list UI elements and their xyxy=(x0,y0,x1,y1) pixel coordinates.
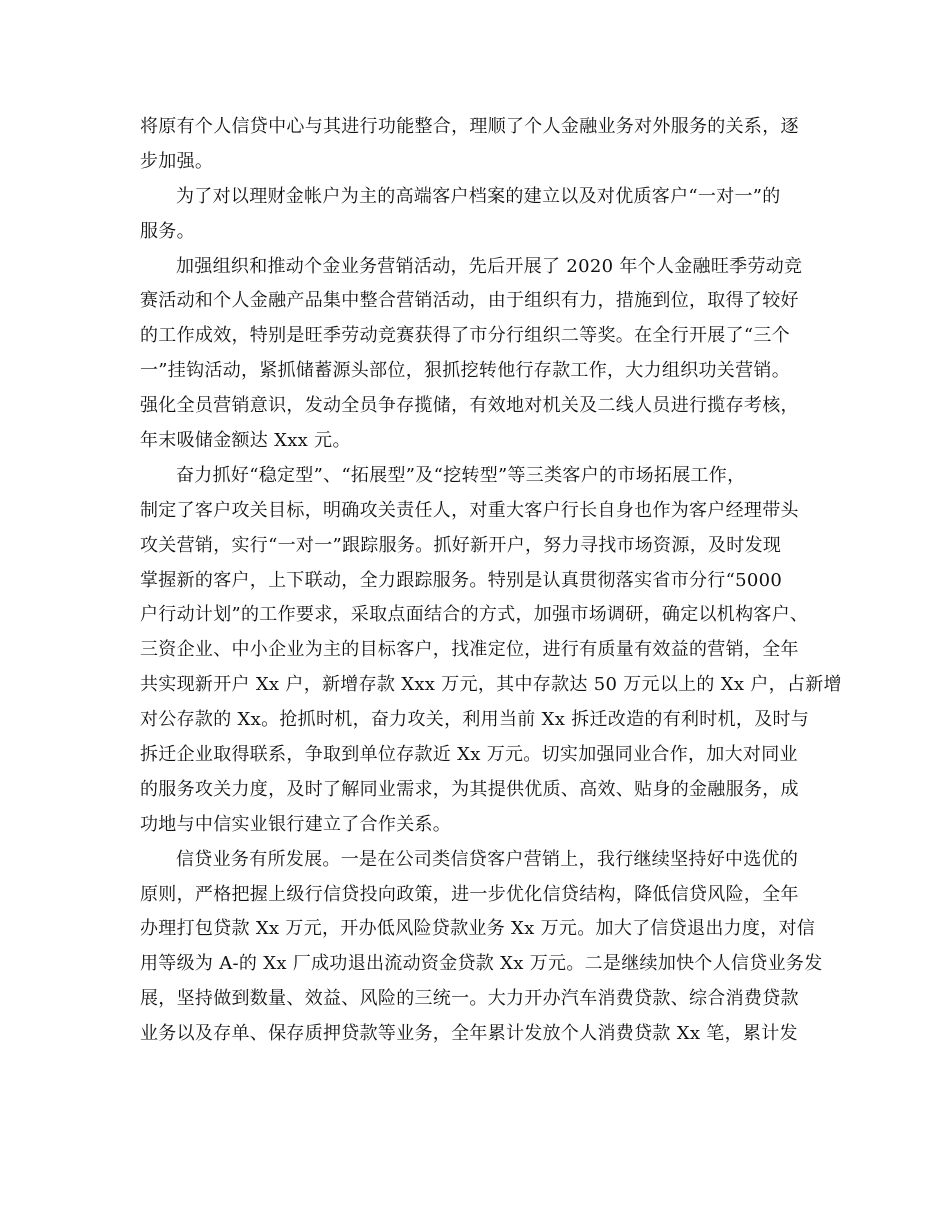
text-line: 用等级为 A-的 Xx 厂成功退出流动资金贷款 Xx 万元。二是继续加快个人信贷业务发 xyxy=(140,953,823,975)
text-line: 赛活动和个人金融产品集中整合营销活动，由于组织有力，措施到位，取得了较好 xyxy=(140,290,799,312)
text-line: 共实现新开户 Xx 户，新增存款 Xxx 万元，其中存款达 50 万元以上的 Xx 户，占新增 xyxy=(140,674,842,696)
paragraph xyxy=(140,459,842,843)
text-line: 办理打包贷款 Xx 万元，开办低风险贷款业务 Xx 万元。加大了信贷退出力度，对信 xyxy=(140,918,816,940)
text-line: 服务。 xyxy=(140,220,195,242)
text-line: 一”挂钩活动，紧抓储蓄源头部位，狠抓挖转他行存款工作，大力组织功关营销。 xyxy=(140,360,790,382)
text-line: 的工作成效，特别是旺季劳动竞赛获得了市分行组织二等奖。在全行开展了“三个 xyxy=(140,325,790,347)
text-line: 信贷业务有所发展。一是在公司类信贷客户营销上，我行继续坚持好中选优的 xyxy=(176,848,799,870)
paragraph xyxy=(140,250,820,459)
text-line: 展，坚持做到数量、效益、风险的三统一。大力开办汽车消费贷款、综合消费贷款 xyxy=(140,988,799,1010)
document-page xyxy=(140,110,842,1052)
paragraph xyxy=(140,110,820,180)
text-line: 掌握新的客户，上下联动，全力跟踪服务。特别是认真贯彻落实省市分行“5000 xyxy=(140,569,783,591)
text-line: 原则，严格把握上级行信贷投向政策，进一步优化信贷结构，降低信贷风险，全年 xyxy=(140,883,799,905)
text-line: 为了对以理财金帐户为主的高端客户档案的建立以及对优质客户“一对一”的 xyxy=(176,185,781,207)
text-line: 奋力抓好“稳定型”、“拓展型”及“挖转型”等三类客户的市场拓展工作， xyxy=(176,464,746,486)
text-line: 将原有个人信贷中心与其进行功能整合，理顺了个人金融业务对外服务的关系，逐 xyxy=(140,116,799,137)
text-line: 年末吸储金额达 Xxx 元。 xyxy=(140,430,351,452)
text-line: 户行动计划”的工作要求，采取点面结合的方式，加强市场调研，确定以机构客户、 xyxy=(140,604,809,626)
text-line: 功地与中信实业银行建立了合作关系。 xyxy=(140,813,452,835)
text-line: 的服务攻关力度，及时了解同业需求，为其提供优质、高效、贴身的金融服务，成 xyxy=(140,778,799,800)
text-line: 拆迁企业取得联系，争取到单位存款近 Xx 万元。切实加强同业合作，加大对同业 xyxy=(140,744,798,766)
text-line: 加强组织和推动个金业务营销活动，先后开展了 2020 年个人金融旺季劳动竞 xyxy=(176,255,803,277)
paragraph xyxy=(140,843,823,1052)
text-line: 步加强。 xyxy=(140,150,214,172)
text-line: 强化全员营销意识，发动全员争存揽储，有效地对机关及二线人员进行揽存考核， xyxy=(140,395,799,417)
text-line: 三资企业、中小企业为主的目标客户，找准定位，进行有质量有效益的营销，全年 xyxy=(140,639,799,661)
paragraph xyxy=(140,180,820,250)
text-line: 对公存款的 Xx。抢抓时机，奋力攻关，利用当前 Xx 拆迁改造的有利时机，及时与 xyxy=(140,709,810,731)
text-line: 制定了客户攻关目标，明确攻关责任人，对重大客户行长自身也作为客户经理带头 xyxy=(140,499,799,521)
text-line: 攻关营销，实行“一对一”跟踪服务。抓好新开户，努力寻找市场资源，及时发现 xyxy=(140,534,782,556)
text-line: 业务以及存单、保存质押贷款等业务，全年累计发放个人消费贷款 Xx 笔，累计发 xyxy=(140,1023,798,1045)
